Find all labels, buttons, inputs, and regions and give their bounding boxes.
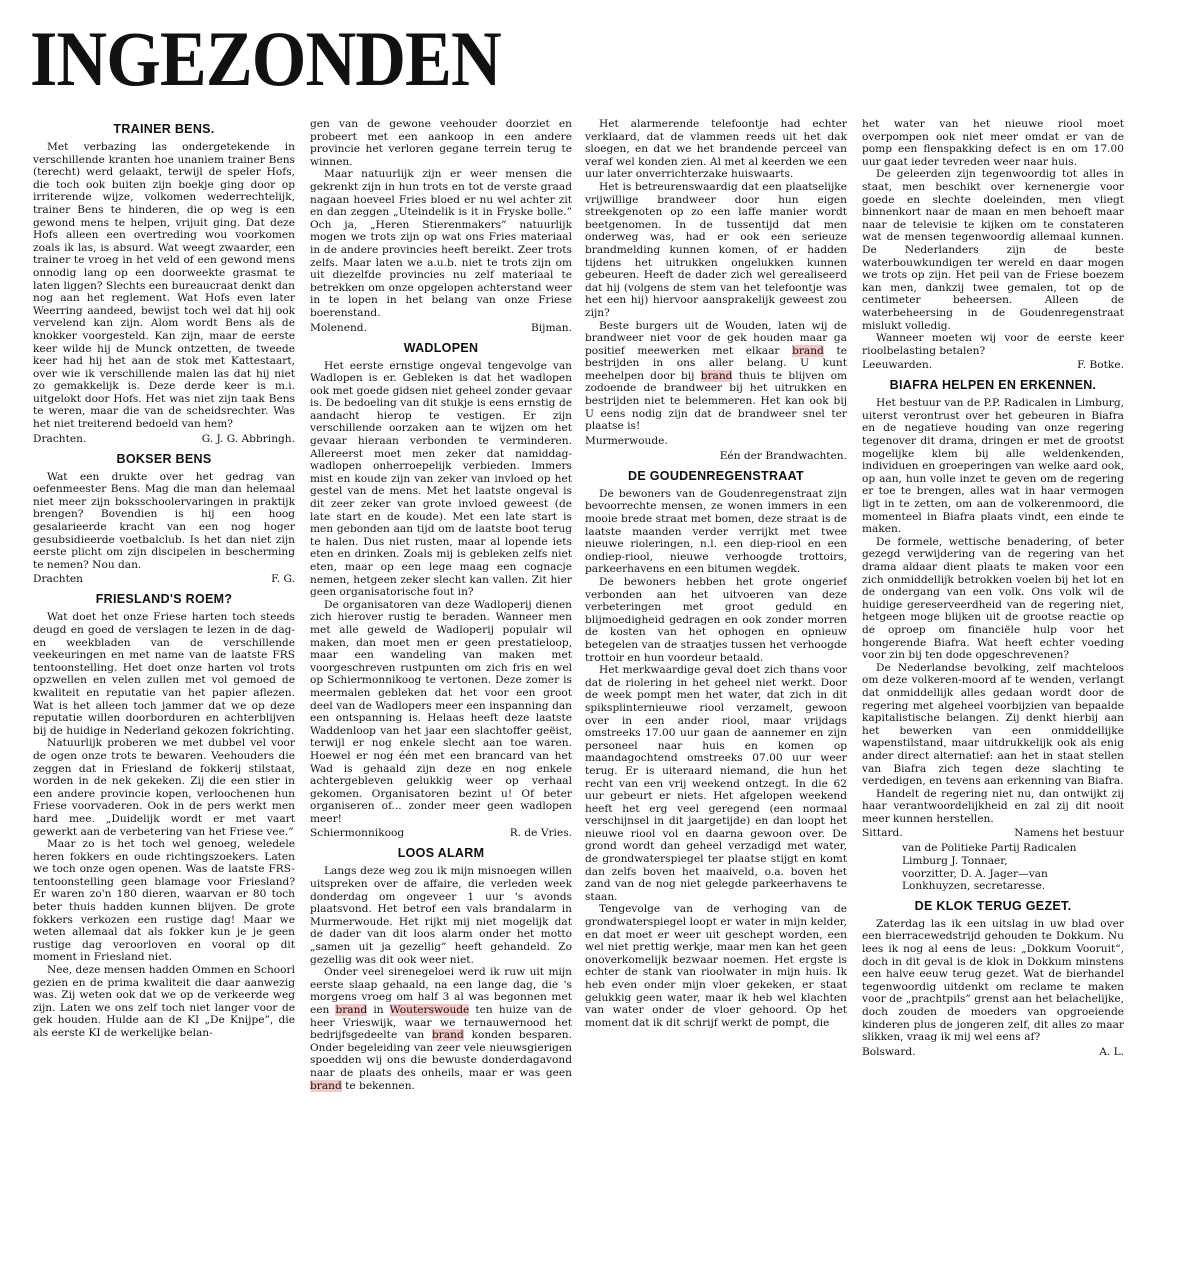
article-paragraph: De formele, wettische benadering, of beter gezegd verwijdering van de regering van het drama aldaar dient plaats te maken voor een zich onmiddellijk betrokken voelen bij het lot en de ondergang van een volk. Ons volk wil de huidige gereserveerdheid van de regering niet, hetgeen moge blijken uit de grootse reactie op de oproep om financiële hulp voor het hongerende Biafra. Wat heeft echter voeding voor zin bij ten dode opgeschrevenen? — [862, 535, 1124, 662]
article-paragraph: het water van het nieuwe riool moet overpompen ook niet meer omdat er van de pomp een flenspakking defect is en om 17.00 uur gaat ieder tevreden weer naar huis. — [862, 118, 1124, 168]
signature — [310, 322, 572, 335]
article-title: FRIESLAND'S ROEM? — [95, 592, 233, 607]
article-paragraph: Het merkwaardige geval doet zich thans voor dat de riolering in het geheel niet werkt. Door de week pompt men het water, dat zich in dit spiksplinternieuwe riool verzamelt, gewoon over in een ander riool, maar vrijdags omstreeks 17.00 uur gaan de aannemer en zijn personeel naar huis en komen op maandagochtend omstreeks 07.00 uur weer terug. Er is uiteraard niemand, die hun het recht van een vrij weekend ontzegt. In die 62 uur gebeurt er niets. Het afgelopen weekend heeft het erg veel geregend (een normaal verschijnsel in dit jaargetijde) en dan loopt het nieuwe riool vol en daarna gewoon over. De grond wordt dan geheel verzadigd met water, de grondwaterspiegel ter plaatse stijgt en komt dan zelfs boven het maaiveld, o.a. boven het zand van de nog niet gelegde parkeerhavens te staan. — [585, 664, 847, 903]
highlight-wouterswoude: Wouterswoude — [389, 1004, 470, 1016]
article-paragraph: Tengevolge van de verhoging van de grondwaterspiegel loopt er water in mijn kelder, en dat moet er weer uit geschept worden, een wel niet prettig werkje, maar men kan het geen onoverkomelijk bezwaar noemen. Het ergste is echter de stank van rioolwater in mijn huis. Ik heb even onder mijn vloer gekeken, er staat gelukkig geen water, maar ik heb wel klachten van water onder de vloer gehoord. Op het moment dat ik dit schrijf werkt de pompt, die — [585, 903, 847, 1029]
article-paragraph: De bewoners hebben het grote ongerief verbonden aan het uitvoeren van deze verbeteringen met groot geduld en blijmoedigheid gedragen en ook zonder morren de kosten van het ophogen en opnieuw betegelen van de straatjes tussen het verhoogde trottoir en hun voordeur betaald. — [585, 576, 847, 664]
article-bokser-bens — [33, 452, 295, 587]
article-paragraph: De organisatoren van deze Wadloperij dienen zich hierover rustig te beraden. Wanneer men met alle geweld de Wadloperij populair wil maken, dan moet men er geen prestatieloop, maar een wandeling van maken met voorgeschreven rustpunten om zich fris en wel op Schiermonnikoog te vertonen. Deze zomer is meermalen gebleken dat het voor een groot deel van de Wadlopers meer een inspanning dan een ontspanning is. Helaas heeft deze laatste Waddenloop van het jaar een slachtoffer geëist, terwijl er nog enkele slecht aan toe waren. Hoewel er nog één met een brancard van het Wad is gehaald zijn deze en nog enkele achtergebleven gelukkig weer op verhaal gekomen. Organisatoren bezint u! Of beter organiseren of... zonder meer geen wadlopen meer! — [310, 598, 572, 825]
article-loos-alarm-continued — [585, 118, 847, 463]
signature-place: Murmerwoude. — [585, 434, 668, 447]
signature — [862, 1046, 1124, 1059]
article-paragraph: De geleerden zijn tegenwoordig tot alles in staat, men beschikt over kernenergie voor goede en slechte doeleinden, men vliegt binnenkort naar de maan en men behoeft maar naar de televisie te kijken om te constateren wat de mensen tegenwoordig allemaal kunnen. De Nederlanders zijn de beste waterbouwkundigen ter wereld en daar mogen we trots op zijn. Het peil van de Friese boezem kan men, dankzij twee gemalen, tot op de centimeter beheersen. Alleen de waterbeheersing in de Goudenregenstraat mislukt volledig. — [862, 168, 1124, 332]
signature-block — [902, 842, 1124, 892]
signature-place: Drachten. — [33, 432, 87, 445]
article-paragraph: Het is betreurenswaardig dat een plaatselijke vrijwillige brandweer door hun eigen streekgenoten op zo een laffe manier wordt beetgenomen. In de tussentijd dat men onderweg was, had er ook een serieuze brandmelding kunnen komen, of er hadden tijdens het uitrukken ongelukken kunnen gebeuren. Heeft de dader zich wel gerealiseerd dat hij (volgens de stem van het telefoontje was het een hij) hiervoor aansprakelijk geweest zou zijn? — [585, 180, 847, 319]
masthead: INGEZONDEN — [30, 15, 501, 102]
signature-author: R. de Vries. — [509, 827, 572, 840]
column-3 — [585, 118, 847, 1273]
signature — [310, 827, 572, 840]
highlight-brand: brand — [431, 1029, 464, 1042]
signature — [862, 359, 1124, 372]
signature-place: Schiermonnikoog — [310, 827, 405, 840]
signature-place: Bolsward. — [862, 1045, 916, 1058]
signature-author: A. L. — [1099, 1045, 1124, 1058]
signature-line: Namens het bestuur — [1014, 827, 1124, 840]
highlight-brand: brand — [792, 344, 824, 357]
article-title: BOKSER BENS — [116, 451, 212, 466]
article-body: Wat een drukte over het gedrag van oefenmeester Bens. Mag die man dan helemaal niet meer zijn boksschoolervaringen in praktijk brengen? Bovendien is hij een hoog gesalarieerde kracht van een nog hoger gesubsidieerde voetbalclub. Is het dan niet zijn eerste plicht om zijn discipelen in bescherming te nemen? Nou dan. — [33, 470, 295, 571]
signature — [862, 827, 1124, 840]
article-biafra — [862, 378, 1124, 893]
article-title: TRAINER BENS. — [113, 122, 215, 136]
article-paragraph: Wat doet het onze Friese harten toch steeds deugd en goed de verslagen te lezen in de dag- en weekbladen van de verschillende veekeuringen en met name van de laatste FRS tentoonstelling. Het doet onze harten vol trots opzwellen en velen zullen met vol gemoed de kwaliteit en reputatie van het papier aflezen. Wat is het alleen toch jammer dat we op deze reputatie willen doorborduren en achterblijven bij de huidige in Nederland gekozen fokrichting. — [33, 611, 295, 737]
article-title: LOOS ALARM — [397, 846, 485, 861]
signature — [33, 433, 295, 446]
highlight-brand: brand — [700, 369, 733, 382]
column-2 — [310, 118, 572, 1273]
article-paragraph: Onder veel sirenegeloei werd ik ruw uit mijn eerste slaap gehaald, na een lange dag, die 's morgens vroeg om half 3 al was begonnen met een brand in Wouterswoude ten huize van de heer Vrieswijk, waar we ternauwernood het bedrijfsgedeelte van brand konden besparen. Onder begeleiding van zeer vele nieuwsgierigen spoedden wij ons die bewuste donderdagavond naar de plaats des onheils, maar er was geen brand te bekennen. — [310, 966, 572, 1092]
signature-place: Sittard. — [862, 827, 903, 840]
signature-author: Bijman. — [530, 321, 572, 334]
article-body: Met verbazing las ondergetekende in verschillende kranten hoe unaniem trainer Bens (terecht) werd gelaakt, terwijl de speler Hofs, die toch ook buiten zijn boekje ging door op irriterende wijze, volkomen wederrechtelijk, trainer Bens te hinderen, die op weg is een gewond mens te helpen, vrijuit ging. Dat deze Hofs alleen een overtreding wou voorkomen zoals ik las, is absurd. Wat weegt zwaarder, een trainer te vroeg in het veld of een gewond mens onnodig lang op een doorweekte grasmat te laten liggen? Slechts een bureaucraat denkt dan nog aan het reglement. Wat Hofs even later Weerring aandeed, bewijst toch wel dat hij ook vervelend kan zijn. Alom wordt Bens als de knokker voorgesteld. Kan zijn, maar de eerste keer wilde hij de Munck ontzetten, de tweede keer had hij het aan de stok met Kattestaart, over wie ik verschillende malen las dat hij niet zo gemakkelijk is. Deze derde keer is m.i. uitgelokt door Hofs. Het was niet zijn taak Bens te weren, maar die van de scheidsrechter. Was het niet treiterend bedoeld van hem? — [33, 141, 295, 431]
signature-author: Eén der Brandwachten. — [719, 449, 847, 462]
signature-place: Molenend. — [310, 321, 367, 334]
article-frieslands-roem-continued — [310, 118, 572, 335]
highlight-brand: brand — [310, 1079, 342, 1092]
column-1 — [33, 118, 295, 1273]
article-title: DE GOUDENREGENSTRAAT — [628, 468, 804, 483]
article-klok-terug-gezet — [862, 899, 1124, 1059]
signature — [585, 450, 847, 463]
signature — [33, 573, 295, 586]
article-goudenregenstraat-continued — [862, 118, 1124, 372]
signature-author: F. G. — [271, 573, 295, 586]
article-goudenregenstraat — [585, 469, 847, 1030]
article-paragraph: Handelt de regering niet nu, dan ontwijkt zij haar verantwoordelijkheid en zal zij dit nooit meer kunnen herstellen. — [862, 787, 1124, 825]
article-paragraph: gen van de gewone veehouder doorziet en probeert met een aankoop in een andere provincie het verloren gegane terrein terug te winnen. — [310, 118, 572, 168]
article-wadlopen — [310, 341, 572, 841]
article-paragraph: Het eerste ernstige ongeval tengevolge van Wadlopen is er. Gebleken is dat het wadlopen ook met goede gidsen niet geheel zonder gevaar is. De bedoeling van dit stukje is eens ernstig de aandacht hierop te vestigen. Er zijn verschillende oorzaken aan te wijzen om het gevaar hieraan verbonden te verminderen. Allereerst moet men zeker dat namiddag-wadlopen onherroepelijk verbieden. Immers mist en koude zijn van zeker van invloed op het gestel van de mens. Met het laatste ongeval is dit zeer zeker van grote invloed geweest (de late start en de koude). Met een late start is men gebonden aan tijd om de laatste boot terug te halen. Dus niet rusten, maar al lopende iets eten en drinken. Zoals mij is gebleken zelfs niet eten, maar op een lege maag een cognacje nemen, hetgeen zeker slecht kan vallen. Zit hier geen organisatorische fout in? — [310, 359, 572, 599]
article-title: WADLOPEN — [403, 340, 479, 355]
article-paragraph: Maar natuurlijk zijn er weer mensen die gekrenkt zijn in hun trots en tot de verste graad nagaan hoeveel Fries bloed er nu wel achter zit en dan zeggen „Uteindelik is it in Fryske bolle.” Och ja, „Heren Stierenmakers” natuurlijk mogen we trots zijn op wat ons Fries materiaal in de andere provincies heeft bereikt. Zeer trots zelfs. Maar laten we a.u.b. niet te trots zijn om uit diezelfde provincies nu zelf materiaal te betrekken om onze opgelopen achterstand weer in te lopen in het belang van onze Friese boerenstand. — [310, 168, 572, 319]
article-loos-alarm — [310, 846, 572, 1092]
signature — [585, 435, 847, 448]
article-paragraph: Maar zo is het toch wel genoeg, weledele heren fokkers en oude richtingszoekers. Laten we toch onze ogen openen. Was de laatste FRS-tentoonstelling geen blamage voor Friesland? Er waren zo'n 180 dieren, waarvan er 80 toch beter thuis hadden kunnen blijven. De grote fokkers verkozen een rustige dag! Maar we weten allemaal dat als fokker kun je je geen rustige dag veroorloven en vooral op dit moment in Friesland niet. — [33, 838, 295, 964]
article-frieslands-roem — [33, 592, 295, 1039]
article-paragraph: De Nederlandse bevolking, zelf machteloos om deze volkeren-moord af te wenden, verlangt dat onmiddellijk alles gedaan wordt door de regering met algeheel voorbijzien van bepaalde kapitalistische belangen. Zij denkt hierbij aan het bewerken van een onmiddellijke wapenstilstand, maar uitdrukkelijk ook als enig ander direct alternatief: aan het in staat stellen van Biafra zich tegen deze slachting te verdedigen, en tevens aan erkenning van Biafra. — [862, 661, 1124, 788]
article-paragraph: Natuurlijk proberen we met dubbel vel voor de ogen onze trots te bewaren. Veehouders die zeggen dat in Friesland de fokkerij stilstaat, worden in de nek gekeken. Zij die een stier in een andere provincie kopen, verloochenen hun Friese voorvaderen. Ook in de pers werkt men hard mee. „Duidelijk wordt er met vaart gewerkt aan de verbetering van het Friese vee.” — [33, 737, 295, 838]
highlight-brand: brand — [335, 1004, 368, 1016]
column-4 — [862, 118, 1124, 1273]
article-paragraph: De bewoners van de Goudenregenstraat zijn bevoorrechte mensen, ze wonen immers in een mooie brede straat met bomen, deze straat is de laatste maanden verder verrijkt met twee nieuwe rioleringen, n.l. een diep-riool en een ondiep-riool, nieuwe verhoogde trottoirs, parkeerhavens en een bitumen wegdek. — [585, 487, 847, 576]
article-title: BIAFRA HELPEN EN ERKENNEN. — [889, 378, 1097, 393]
article-paragraph: Wanneer moeten wij voor de eerste keer rioolbelasting betalen? — [862, 332, 1124, 357]
signature-place: Drachten — [33, 573, 83, 586]
signature-line: voorzitter, D. A. Jager—van — [902, 867, 1048, 880]
article-paragraph: Langs deze weg zou ik mijn misnoegen willen uitspreken over de affaire, die verleden week donderdag om ongeveer 1 uur 's avonds plaatsvond. Het betrof een vals brandalarm in Murmerwoude. Het rijkt mij niet mogelijk dat de dader van dit loos alarm onder het motto „samen uit ja gezellig” heeft gehandeld. Zo gezellig was dit ook weer niet. — [310, 865, 572, 966]
article-title: DE KLOK TERUG GEZET. — [914, 898, 1072, 913]
signature-author: G. J. G. Abbringh. — [201, 432, 295, 445]
article-paragraph: Nee, deze mensen hadden Ommen en Schoorl gezien en de prima kwaliteit die daar aanwezig was. Zij weten ook dat we op de verkeerde weg zijn. Laten we ons zelf toch niet langer voor de gek houden. Hulde aan de KI „De Knijpe”, die als eerste KI de werkelijke belan- — [33, 964, 295, 1039]
signature-line: van de Politieke Partij Radicalen Limburg J. Tonnaer, — [902, 842, 1077, 868]
article-paragraph: Het alarmerende telefoontje had echter verklaard, dat de vlammen reeds uit het dak sloegen, en dat we het brandende perceel van veraf wel konden zien. Al met al keerden we een uur later onverrichterzake huiswaarts. — [585, 118, 847, 181]
article-trainer-bens — [33, 122, 295, 446]
article-body: Zaterdag las ik een uitslag in uw blad over een bierracewedstrijd gehouden te Dokkum. Nu lees ik nog al eens de leus: „Dokkum Vooruit”, doch in dit geval is de klok in Dokkum minstens een halve eeuw terug gezet. Wat de bierhandel tegenwoordig uitdenkt om reclame te maken voor de „prachtpils” grenst aan het belachelijke, doch zouden de moeders van opgroeiende kinderen plus de jongeren zelf, dit alles zo maar slikken, vraag ik mij wel eens af? — [862, 917, 1124, 1044]
signature-author: F. Botke. — [1077, 359, 1124, 372]
article-paragraph: Beste burgers uit de Wouden, laten wij de brandweer niet voor de gek houden maar ga positief meewerken met elkaar brand te bestrijden in ons aller belang. U kunt meehelpen door bij brand thuis te blijven om zodoende de brandweer bij het uitrukken en bestrijden niet te belemmeren. Het kan ook bij U eens nodig zijn dat de brandweer snel ter plaatse is! — [585, 319, 847, 433]
signature-line: Lonkhuyzen, secretaresse. — [902, 880, 1046, 893]
article-paragraph: Het bestuur van de P.P. Radicalen in Limburg, uiterst verontrust over het gebeuren in Biafra en de negatieve houding van onze regering tegenover dit drama, dringen er met de grootst mogelijke klem bij alle weldenkenden, individuen en groeperingen van welke aard ook, op aan, hun volle inzet te geven om de regering er toe te brengen, alles wat in haar vermogen ligt in te zetten, om aan de volkerenmoord, die momenteel in Biafra plaats vindt, een einde te maken. — [862, 397, 1124, 536]
signature-place: Leeuwarden. — [862, 359, 933, 372]
